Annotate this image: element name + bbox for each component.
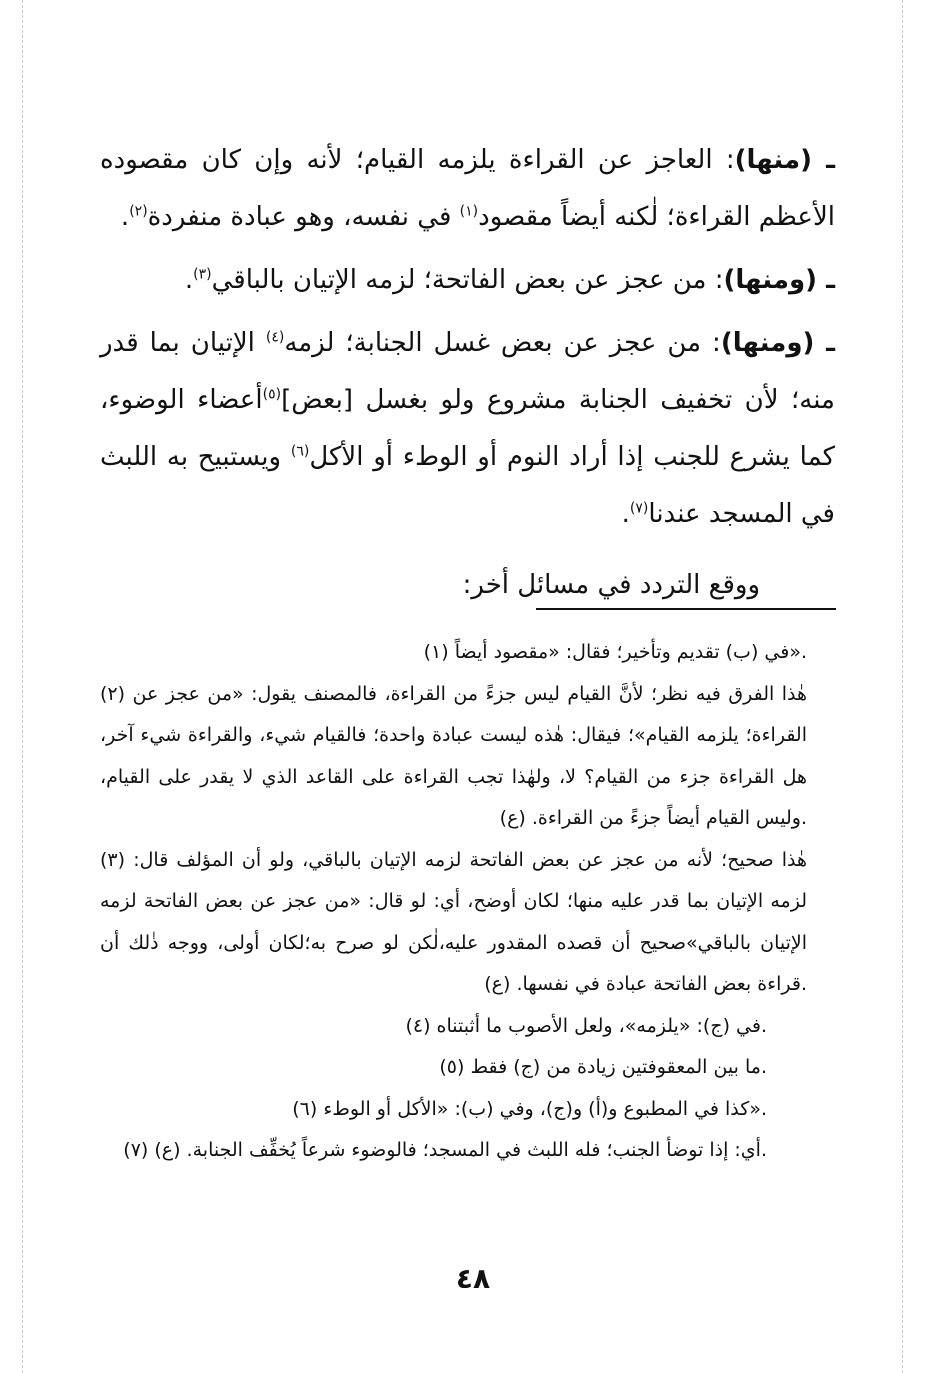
footnote-ref: (٦): [290, 443, 310, 460]
footnote-separator: [536, 608, 836, 610]
closing-line: ووقع التردد في مسائل أخر:: [462, 570, 760, 600]
paragraph-end: .: [184, 265, 194, 295]
paragraph-text: أعضاء الوضوء، كما يشرع للجنب إذا أراد النوم أو الوطء أو الأكل: [100, 385, 835, 472]
page-number: ٤٨: [455, 1262, 491, 1295]
footnotes: [100, 632, 835, 1172]
footnote-1: (١) في (ب) تقديم وتأخير؛ فقال: «مقصود أيضاً».: [423, 641, 807, 663]
footnote-5: (٥) ما بين المعقوفتين زيادة من (ج) فقط.: [439, 1056, 767, 1078]
footnote-3: (٣) هٰذا صحيح؛ لأنه من عجز عن بعض الفاتحة لزمه الإتيان بالباقي، ولو أن المؤلف قال: لزمه الإتيان بما قدر عليه منها؛ لكان أوضح، أي: لو قال: «من عجز عن بعض الفاتحة لزمه الإتيان بالباقي»صحيح أن قصده المقدور عليه،لٰكن لو صرح به؛لكان أولى، ووجه ذٰلك أن قراءة بعض الفاتحة عبادة في نفسها. (ع).: [100, 848, 808, 995]
footnote-ref: (٣): [193, 266, 212, 283]
footnote-ref: (١): [459, 203, 479, 220]
left-margin-guide: [22, 0, 23, 1373]
footnote-ref: (٥): [262, 386, 282, 403]
paragraph-text: : من عجز عن بعض الفاتحة؛ لزمه الإتيان بالباقي: [211, 265, 724, 295]
paragraph-text: : العاجز عن القراءة يلزمه القيام؛ لأنه وإن كان مقصوده الأعظم القراءة؛ لٰكنه أيضاً مقصود: [100, 145, 835, 232]
footnote-ref: (٤): [265, 329, 285, 346]
paragraph-text: : من عجز عن بعض غسل الجنابة؛ لزمه: [284, 328, 721, 358]
footnote-2: (٢) هٰذا الفرق فيه نظر؛ لأنَّ القيام ليس جزءً من القراءة، فالمصنف يقول: «من عجز عن القراءة؛ يلزمه القيام»؛ فيقال: هٰذه ليست عبادة واحدة؛ فالقيام شيء، والقراءة شيء آخر، هل القراءة جزء من القيام؟ لا، ولهٰذا تجب القراءة على القاعد الذي لا يقدر على القيام، وليس القيام أيضاً جزءً من القراءة. (ع).: [100, 682, 807, 829]
main-text: [100, 132, 835, 614]
footnote-ref: (٢): [129, 203, 148, 220]
paragraph-lead: ـ (منها): [734, 145, 836, 175]
paragraph-end: .: [621, 499, 630, 529]
paragraph-text: الإتيان بما قدر منه؛ لأن تخفيف الجنابة مشروع ولو بغسل [بعض]: [100, 328, 835, 415]
footnote-6: (٦) كذا في المطبوع و(أ) و(ج)، وفي (ب): «الأكل أو الوطء».: [292, 1097, 767, 1120]
paragraph-1: [100, 132, 835, 246]
paragraph-2: [100, 252, 835, 309]
footnote-4: (٤) في (ج): «يلزمه»، ولعل الأصوب ما أثبتناه.: [405, 1014, 767, 1037]
footnote-7: (٧) أي: إذا توضأ الجنب؛ فله اللبث في المسجد؛ فالوضوء شرعاً يُخفِّف الجنابة. (ع).: [123, 1139, 767, 1161]
paragraph-lead: ـ (ومنها): [723, 265, 835, 295]
paragraph-3: [100, 315, 835, 543]
paragraph-lead: ـ (ومنها): [720, 328, 836, 358]
right-margin-guide: [902, 0, 903, 1373]
paragraph-text: في نفسه، وهو عبادة منفردة: [147, 202, 460, 232]
paragraph-text: ويستبيح به اللبث في المسجد عندنا: [100, 442, 835, 529]
paragraph-end: .: [120, 202, 130, 232]
footnote-ref: (٧): [629, 500, 649, 517]
